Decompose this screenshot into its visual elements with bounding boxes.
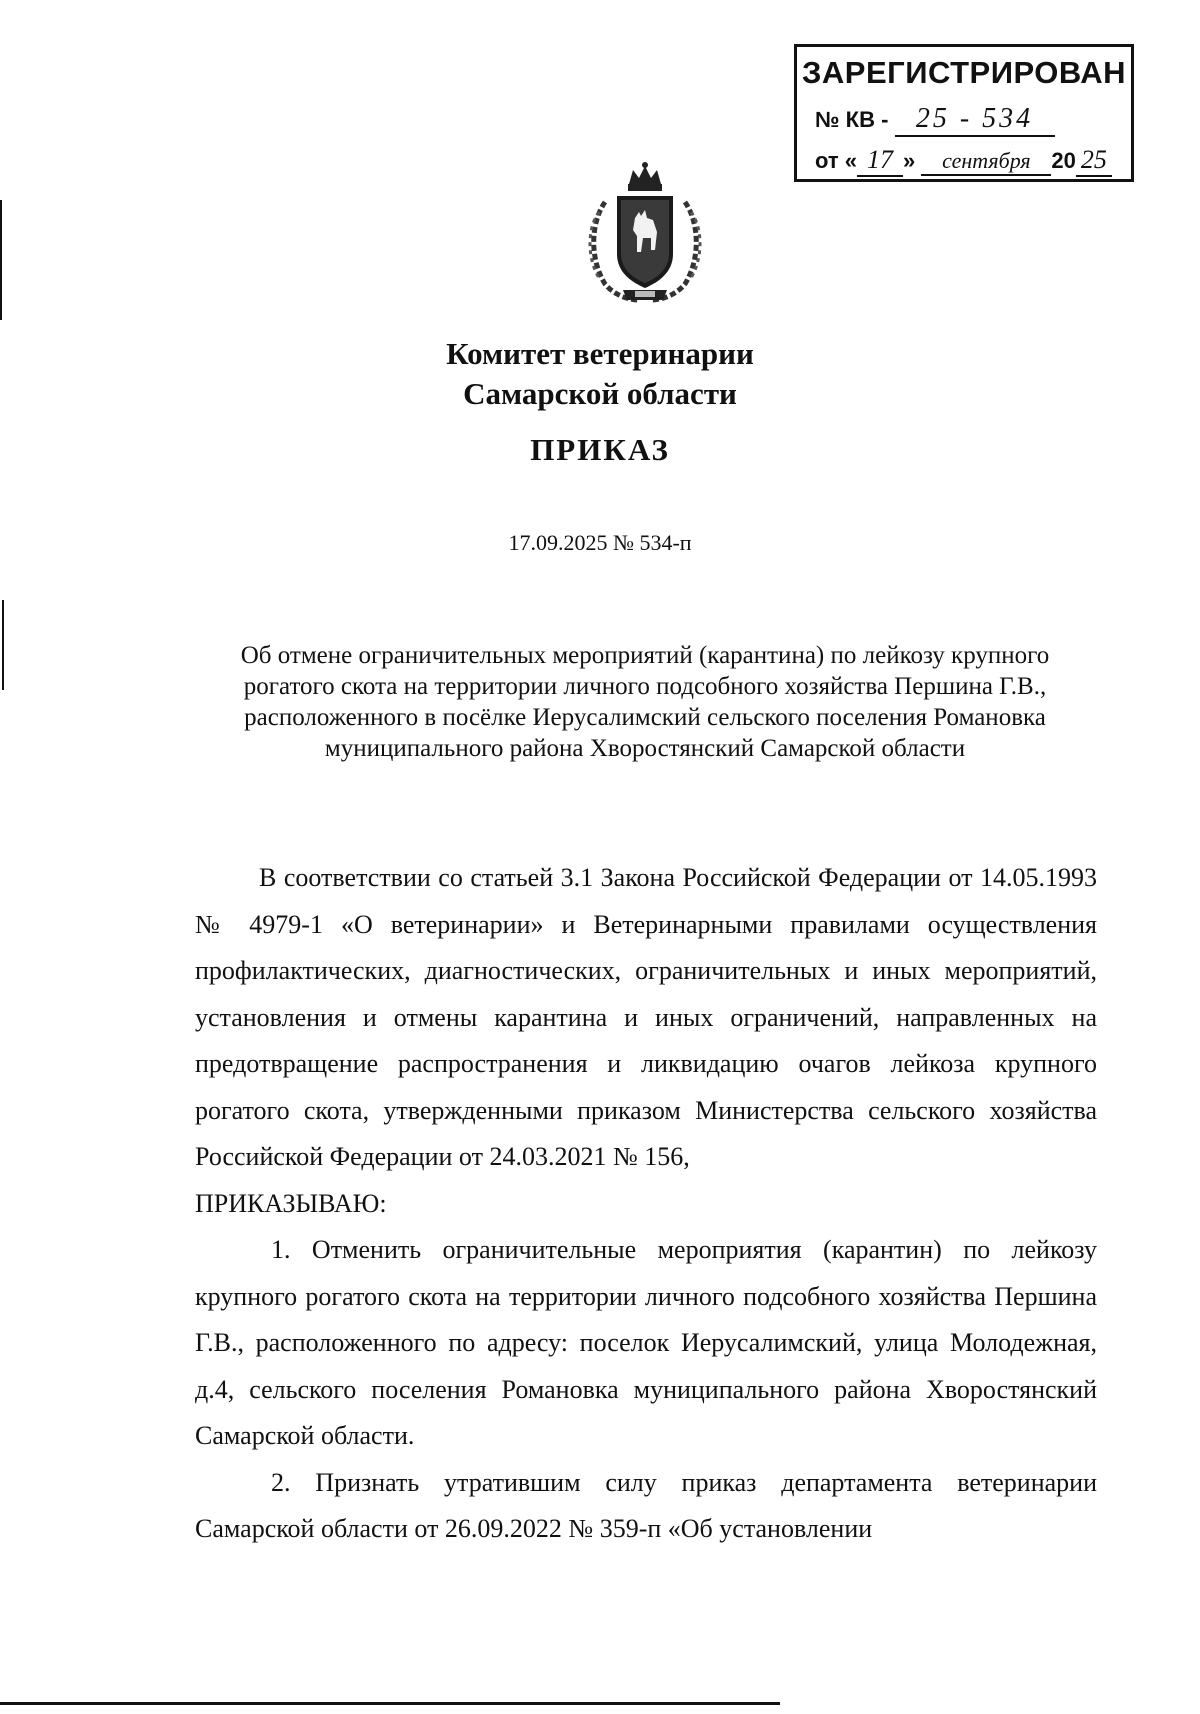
body-item-1: 1. Отменить ограничительные мероприятия (карантин) по лейкозу крупного рогатого скота на территории личного подсобного хозяйства Першина Г.В., расположенного по адресу: поселок Иерусалимский, улица Молодежная, д.4, сельского поселения Романовка муниципального района Хворостянский Самарской области. — [195, 1235, 1097, 1450]
document-type: ПРИКАЗ — [530, 432, 670, 467]
scan-edge-left-mid — [2, 600, 4, 690]
subject-line-3: расположенного в посёлке Иерусалимский сельского поселения Романовка — [244, 704, 1046, 731]
samara-oblast-coat-of-arms-icon — [583, 162, 707, 308]
body-order-word: ПРИКАЗЫВАЮ: — [195, 1188, 387, 1218]
stamp-number-line — [815, 103, 1055, 137]
stamp-title: ЗАРЕГИСТРИРОВАН — [801, 55, 1127, 90]
stamp-date-line — [815, 145, 1112, 177]
subject-line-4: муниципального района Хворостянский Самарской области — [324, 735, 966, 762]
stamp-date-day: 17 — [857, 145, 903, 177]
body-preamble: В соответствии со статьей 3.1 Закона Российской Федерации от 14.05.1993 № 4979-1 «О ветеринарии» и Ветеринарными правилами осуществления профилактических, диагностических, ограничительных и иных мероприятий, установления и отмены карантина и иных ограничений, направленных на предотвращение распространения и ликвидацию очагов лейкоза крупного рогатого скота, утвержденными приказом Министерства сельского хозяйства Российской Федерации от 24.03.2021 № 156, — [195, 863, 1097, 1171]
document-body — [195, 855, 1097, 1553]
stamp-date-prefix: от « — [815, 148, 858, 173]
scan-edge-left-top — [0, 200, 2, 320]
organization-line-2: Самарской области — [463, 376, 737, 411]
organization-name — [0, 334, 1200, 414]
subject-line-2: рогатого скота на территории личного подсобного хозяйства Першина Г.В., — [243, 673, 1047, 700]
document-number: 17.09.2025 № 534-п — [508, 530, 692, 555]
registration-stamp — [794, 44, 1134, 182]
stamp-date-year-suffix: 25 — [1076, 145, 1112, 177]
stamp-date-month: сентября — [921, 148, 1051, 176]
stamp-number-prefix: № КВ - — [815, 107, 889, 132]
body-item-2: 2. Признать утратившим силу приказ департамента ветеринарии Самарской области от 26.09.2022 № 359-п «Об установлении — [195, 1467, 1097, 1543]
scan-edge-bottom — [0, 1702, 780, 1705]
stamp-number-value: 25 - 534 — [895, 103, 1055, 137]
document-subject — [190, 640, 1100, 764]
stamp-date-mid: » — [903, 148, 916, 173]
organization-line-1: Комитет ветеринарии — [446, 336, 754, 371]
stamp-date-year-prefix: 20 — [1051, 148, 1076, 173]
subject-line-1: Об отмене ограничительных мероприятий (карантина) по лейкозу крупного — [240, 642, 1050, 669]
